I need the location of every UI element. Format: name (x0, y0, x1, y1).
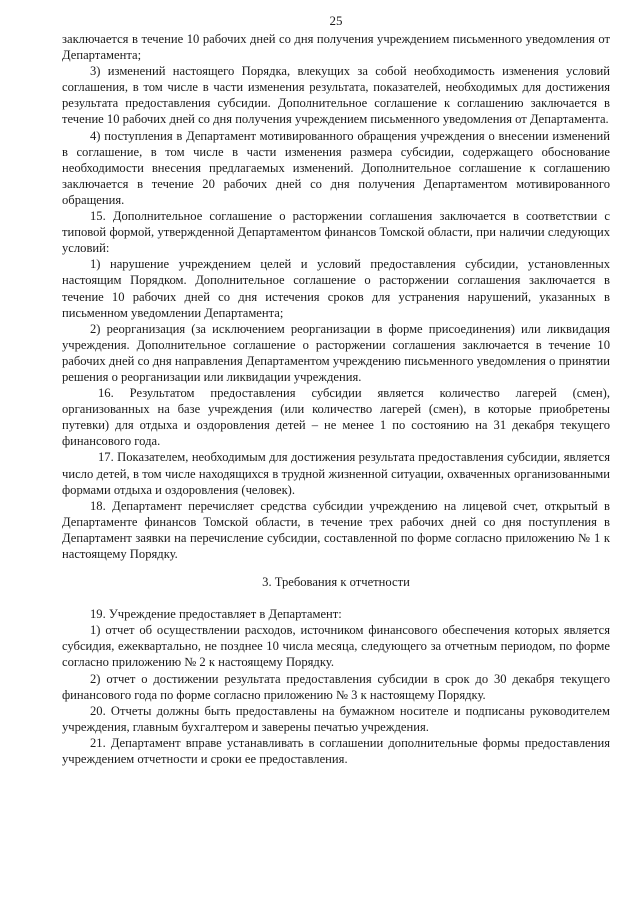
paragraph: заключается в течение 10 рабочих дней со дня получения учреждением письменного уведомления от Департамента; (62, 32, 610, 63)
paragraph: 15. Дополнительное соглашение о расторжении соглашения заключается в соответствии с типовой формой, утвержденной Департаментом финансов Томской области, при наличии следующих условий: (62, 209, 610, 256)
paragraph: 21. Департамент вправе устанавливать в соглашении дополнительные формы предоставления учреждением отчетности и сроки ее предоставления. (62, 735, 610, 767)
paragraph: 18. Департамент перечисляет средства субсидии учреждению на лицевой счет, открытый в Департаменте финансов Томской области, в течение трех рабочих дней со дня поступления в Департамент заявки на перечисление субсидии, составленной по форме согласно приложению № 1 к настоящему Порядку. (62, 498, 610, 561)
document-page (62, 0, 610, 767)
paragraph: 19. Учреждение предоставляет в Департамент: (90, 607, 342, 622)
paragraph: 20. Отчеты должны быть предоставлены на бумажном носителе и подписаны руководителем учреждения, главным бухгалтером и заверены печатью учреждения. (62, 703, 610, 734)
paragraph: 3) изменений настоящего Порядка, влекущих за собой необходимость изменения условий соглашения, в том числе в части изменения результата, показателей, необходимых для достижения результата предоставления субсидии. Дополнительное соглашение к соглашению заключается в течение 10 рабочих дней со дня получения учреждением письменного уведомления от Департамента. (62, 64, 610, 127)
section-title: 3. Требования к отчетности (262, 575, 410, 590)
paragraph: 1) нарушение учреждением целей и условий предоставления субсидии, установленных настоящим Порядком. Дополнительное соглашение о расторжении соглашения заключается в течение 10 рабочих дней со дня истечения сроков для устранения нарушений, указанных в письменном уведомлении Департамента; (62, 257, 610, 320)
paragraph: 4) поступления в Департамент мотивированного обращения учреждения о внесении изменений в соглашение, в том числе в части изменения размера субсидии, содержащего обоснование необходимости внесения предлагаемых изменений. Дополнительное соглашение к соглашению заключается в течение 20 рабочих дней со дня получения Департаментом мотивированного обращения. (62, 128, 610, 207)
page-number: 25 (329, 13, 343, 28)
paragraph: 1) отчет об осуществлении расходов, источником финансового обеспечения которых является субсидия, ежеквартально, не позднее 10 числа месяца, следующего за отчетным периодом, по форме согласно приложению № 2 к настоящему Порядку. (62, 623, 610, 670)
paragraphs-after-section (62, 606, 610, 767)
paragraph: 17. Показателем, необходимым для достижения результата предоставления субсидии, является число детей, в том числе находящихся в трудной жизненной ситуации, охваченных организованными формами отдыха и оздоровления (человек). (62, 450, 610, 497)
paragraph: 2) реорганизация (за исключением реорганизации в форме присоединения) или ликвидация учреждения. Дополнительное соглашение о расторжении соглашения заключается в течение 10 рабочих дней со дня направления Департаментом учреждению письменного уведомления о принятии решения о реорганизации или ликвидации учреждения. (62, 321, 610, 384)
paragraphs-before-section (62, 31, 610, 562)
paragraph: 2) отчет о достижении результата предоставления субсидии в срок до 30 декабря текущего финансового года по форме согласно приложению № 3 к настоящему Порядку. (62, 671, 610, 702)
document-body (62, 31, 610, 767)
paragraph: 16. Результатом предоставления субсидии является количество лагерей (смен), организованных на базе учреждения (или количество лагерей (смен), в которые приобретены путевки) для отдыха и оздоровления детей – не менее 1 по состоянию на 31 декабря текущего финансового года. (62, 386, 610, 449)
